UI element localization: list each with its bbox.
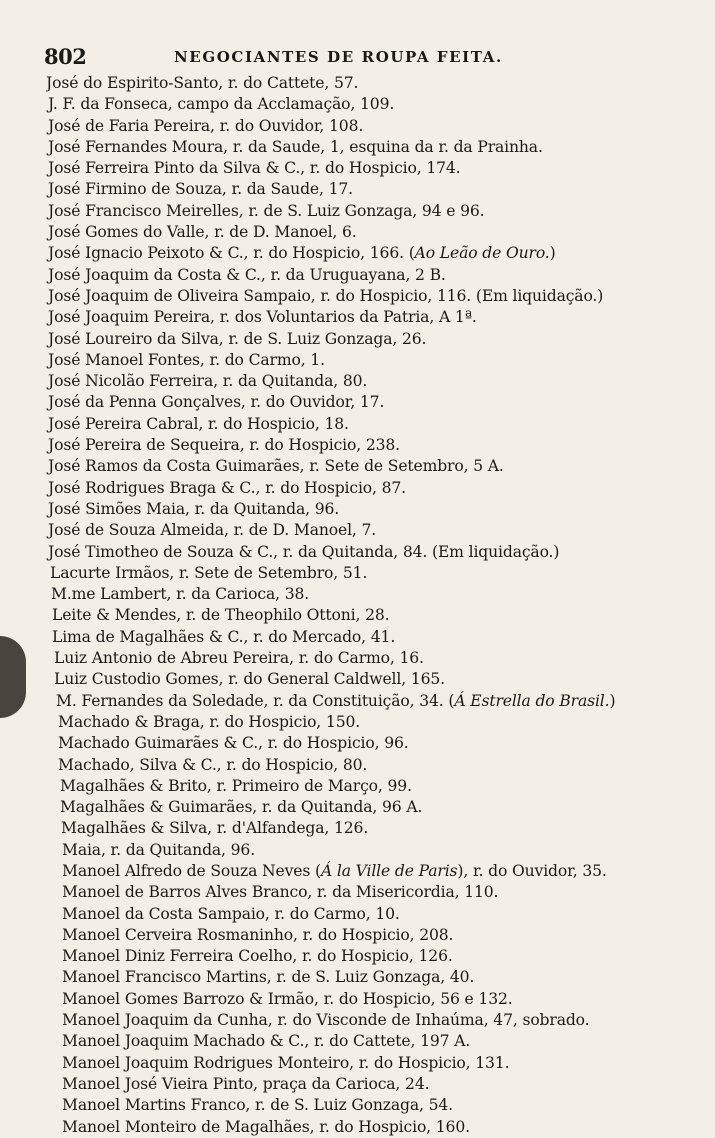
directory-entry [46,563,706,584]
entry-text: Manoel Monteiro de Magalhães, r. do Hospicio, 160. [62,1117,470,1136]
entry-text: J. F. da Fonseca, campo da Acclamação, 109. [48,95,395,114]
entry-text: José Simões Maia, r. da Quitanda, 96. [48,499,340,518]
entry-text: Luiz Custodio Gomes, r. do General Caldwell, 165. [54,670,445,689]
directory-entry [46,755,706,776]
entry-text: Manoel de Barros Alves Branco, r. da Misericordia, 110. [62,883,499,902]
directory-entry [46,222,706,243]
directory-entry [46,265,706,286]
entry-text: Lima de Magalhães & C., r. do Mercado, 41. [52,627,396,646]
directory-entry [46,286,706,307]
directory-entry [46,456,706,477]
entry-text: José Pereira Cabral, r. do Hospicio, 18. [48,414,349,433]
directory-entry [46,584,706,605]
entry-shop-sign: Á Estrella do Brasil. [454,691,610,710]
directory-entry [46,967,706,988]
entry-text: José Nicolão Ferreira, r. da Quitanda, 80. [48,372,368,391]
entry-text: Machado & Braga, r. do Hospicio, 150. [58,712,361,731]
entry-text: Magalhães & Guimarães, r. da Quitanda, 96 A. [60,798,423,817]
directory-entry [46,329,706,350]
entry-text: Manoel José Vieira Pinto, praça da Carioca, 24. [62,1074,430,1093]
directory-entry [46,94,706,115]
directory-entry [46,776,706,797]
entry-text: José Fernandes Moura, r. da Saude, 1, esquina da r. da Prainha. [48,137,543,156]
page-header [44,44,564,74]
entry-text: Magalhães & Silva, r. d'Alfandega, 126. [61,819,369,838]
entry-text: José Ramos da Costa Guimarães, r. Sete de Setembro, 5 A. [48,457,504,476]
directory-entry [46,542,706,563]
directory-entry [46,1010,706,1031]
directory-entry [46,669,706,690]
directory-entry [46,243,706,264]
directory-entry [46,499,706,520]
directory-entry [46,478,706,499]
running-head: NEGOCIANTES DE ROUPA FEITA. [174,48,503,66]
entry-text: Manoel Francisco Martins, r. de S. Luiz Gonzaga, 40. [62,968,475,987]
entry-text: José Ferreira Pinto da Silva & C., r. do Hospicio, 174. [48,159,461,178]
entry-shop-sign: Á la Ville de Paris [320,861,458,880]
entry-text: Manoel da Costa Sampaio, r. do Carmo, 10. [62,904,400,923]
directory-entry [46,1095,706,1116]
entry-text: Manoel Joaquim Machado & C., r. do Cattete, 197 A. [62,1032,471,1051]
directory-entry [46,946,706,967]
directory-entry [46,1117,706,1138]
directory-entry [46,712,706,733]
directory-entry [46,179,706,200]
entry-text-tail: ) [609,691,616,710]
entry-text: José Francisco Meirelles, r. de S. Luiz Gonzaga, 94 e 96. [48,201,485,220]
directory-entry [46,137,706,158]
entry-text: José Pereira de Sequeira, r. do Hospicio, 238. [48,436,400,455]
entry-text: José Manoel Fontes, r. do Carmo, 1. [48,350,325,369]
directory-entry [46,1074,706,1095]
entry-text: Manoel Diniz Ferreira Coelho, r. do Hospicio, 126. [62,947,453,966]
entry-text: Machado Guimarães & C., r. do Hospicio, 96. [58,734,409,753]
directory-entry [46,840,706,861]
entry-text: Manoel Alfredo de Souza Neves ( [62,861,321,880]
entry-text-tail: ) [549,244,556,263]
directory-entry [46,435,706,456]
entry-text: José Loureiro da Silva, r. de S. Luiz Gonzaga, 26. [48,329,427,348]
directory-entries [46,73,706,1138]
directory-entry [46,627,706,648]
directory-entry [46,520,706,541]
directory-entry [46,1053,706,1074]
directory-entry [46,116,706,137]
entry-text: José de Souza Almeida, r. de D. Manoel, 7. [48,521,377,540]
page-number: 802 [44,44,87,69]
entry-text: Luiz Antonio de Abreu Pereira, r. do Carmo, 16. [54,649,424,668]
directory-entry [46,414,706,435]
entry-text: José da Penna Gonçalves, r. do Ouvidor, 17. [48,393,385,412]
entry-text: Leite & Mendes, r. de Theophilo Ottoni, 28. [52,606,390,625]
ink-stain [0,636,26,718]
entry-text: José Timotheo de Souza & C., r. da Quitanda, 84. (Em liquidação.) [48,542,560,561]
directory-entry [46,797,706,818]
directory-entry [46,691,706,712]
entry-text: M. Fernandes da Soledade, r. da Constituição, 34. ( [56,691,455,710]
directory-entry [46,158,706,179]
entry-text-tail: ), r. do Ouvidor, 35. [457,861,607,880]
entry-text: José Gomes do Valle, r. de D. Manoel, 6. [48,223,357,242]
entry-text: Manoel Cerveira Rosmaninho, r. do Hospicio, 208. [62,925,454,944]
entry-text: José do Espirito-Santo, r. do Cattete, 57. [46,74,359,92]
entry-text: Lacurte Irmãos, r. Sete de Setembro, 51. [50,563,368,582]
directory-entry [46,733,706,754]
entry-text: Manoel Joaquim da Cunha, r. do Visconde de Inhaúma, 47, sobrado. [62,1011,590,1030]
directory-entry [46,925,706,946]
entry-shop-sign: Ao Leão de Ouro. [414,244,550,263]
directory-entry [46,818,706,839]
directory-entry [46,307,706,328]
entry-text: José Joaquim da Costa & C., r. da Uruguayana, 2 B. [48,265,446,284]
directory-entry [46,882,706,903]
entry-text: José Ignacio Peixoto & C., r. do Hospicio, 166. ( [48,244,415,263]
directory-entry [46,648,706,669]
entry-text: Magalhães & Brito, r. Primeiro de Março, 99. [60,776,412,795]
entry-text: José Joaquim de Oliveira Sampaio, r. do Hospicio, 116. (Em liquidação.) [48,286,604,305]
entry-text: José Joaquim Pereira, r. dos Voluntarios da Patria, A 1ª. [48,308,477,327]
directory-entry [46,392,706,413]
directory-entry [46,605,706,626]
entry-text: José Rodrigues Braga & C., r. do Hospicio, 87. [48,478,406,497]
directory-entry [46,861,706,882]
entry-text: Maia, r. da Quitanda, 96. [62,840,256,859]
entry-text: Machado, Silva & C., r. do Hospicio, 80. [58,755,368,774]
directory-entry [46,904,706,925]
entry-text: Manoel Martins Franco, r. de S. Luiz Gonzaga, 54. [62,1096,453,1115]
directory-entry [46,989,706,1010]
directory-entry [46,1031,706,1052]
entry-text: Manoel Joaquim Rodrigues Monteiro, r. do Hospicio, 131. [62,1053,510,1072]
entry-text: José Firmino de Souza, r. da Saude, 17. [48,180,353,199]
directory-entry [46,371,706,392]
entry-text: José de Faria Pereira, r. do Ouvidor, 108. [48,116,364,135]
entry-text: M.me Lambert, r. da Carioca, 38. [51,585,310,604]
directory-entry [46,73,706,94]
directory-entry [46,350,706,371]
entry-text: Manoel Gomes Barrozo & Irmão, r. do Hospicio, 56 e 132. [62,989,513,1008]
directory-entry [46,201,706,222]
